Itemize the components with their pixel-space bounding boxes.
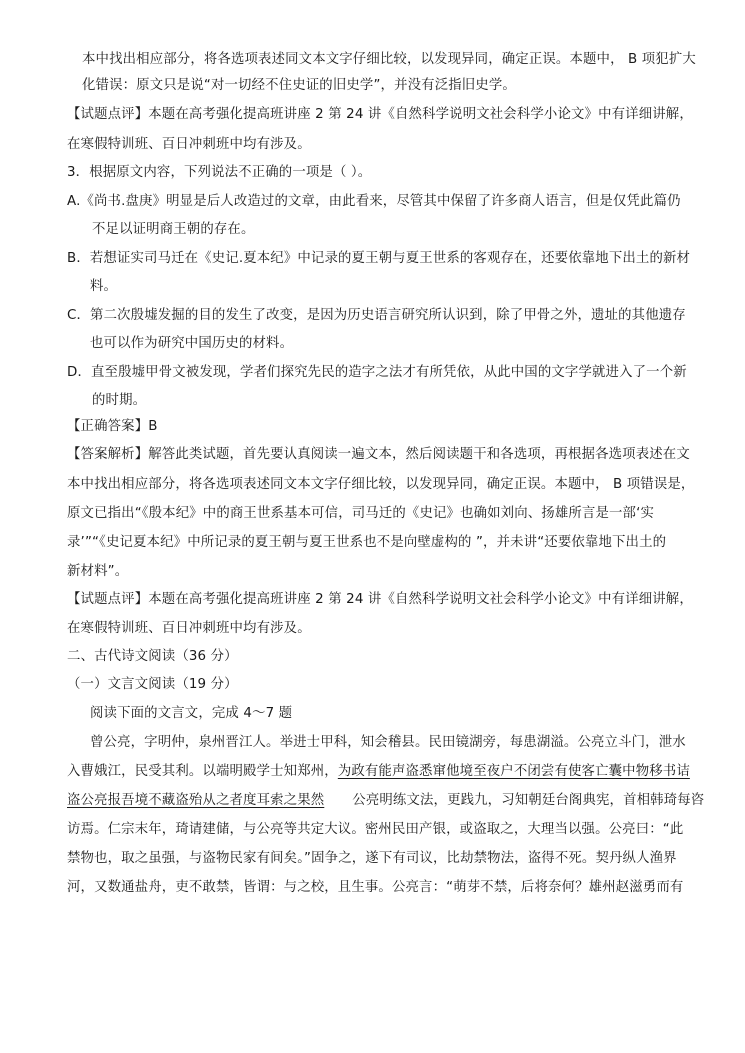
option-b-cont: 料。 — [90, 279, 118, 294]
text-line: 本中找出相应部分，将各选项表述同文本文字仔细比较，以发现异同，确定正误。本题中， B 项犯扩大 — [82, 52, 696, 67]
passage-line — [67, 763, 690, 781]
passage-line: 曾公亮，字明仲，泉州晋江人。举进士甲科，知会稽县。民田镜湖旁，每患湖溢。公亮立斗门，泄水 — [90, 735, 686, 750]
text-line: 在寒假特训班、百日冲刺班中均有涉及。 — [67, 621, 311, 636]
text-line: 化错误：原文只是说“对一切经不住史证的旧史学”，并没有泛指旧史学。 — [82, 78, 516, 93]
underlined-passage: 为政有能声盗悉窜他境至夜户不闭尝有使客亡囊中物移书诘 — [337, 764, 690, 779]
text-line: 新材料”。 — [67, 564, 129, 579]
text-line: 【答案解析】解答此类试题，首先要认真阅读一遍文本，然后阅读题干和各选项，再根据各选项表述在文 — [67, 447, 690, 462]
instruction-line: 阅读下面的文言文，完成 4～7 题 — [90, 706, 293, 721]
text-line: 录’”“《史记夏本纪》中所记录的夏王朝与夏王世系也不是向壁虚构的 ”，并未讲“还要依靠地下出土的 — [67, 535, 667, 550]
text-line: 【试题点评】本题在高考强化提高班讲座 2 第 24 讲《自然科学说明文社会科学小论文》中有详细讲解， — [67, 107, 693, 122]
text-line: 【试题点评】本题在高考强化提高班讲座 2 第 24 讲《自然科学说明文社会科学小论文》中有详细讲解， — [67, 592, 693, 607]
passage-line — [67, 792, 704, 810]
subsection-heading: （一）文言文阅读（19 分） — [67, 677, 238, 692]
text-line: 原文已指出“《殷本纪》中的商王世系基本可信，司马迁的《史记》也确如刘向、扬雄所言是一部‘实 — [67, 506, 655, 521]
text-line: 本中找出相应部分，将各选项表述同文本文字仔细比较，以发现异同，确定正误。本题中， B 项错误是， — [67, 477, 695, 492]
text-line: 在寒假特训班、百日冲刺班中均有涉及。 — [67, 137, 311, 152]
option-b: B．若想证实司马迁在《史记.夏本纪》中记录的夏王朝与夏王世系的客观存在，还要依靠地下出土的新材 — [67, 251, 691, 266]
passage-text: 入曹娥江，民受其利。以端明殿学士知郑州， — [67, 764, 338, 779]
option-d-cont: 的时期。 — [92, 393, 147, 408]
option-c-cont: 也可以作为研究中国历史的材料。 — [90, 336, 294, 351]
underlined-passage: 盗公亮报吾境不藏盗殆从之者度耳索之果然 — [67, 793, 325, 808]
passage-line: 访焉。仁宗末年，琦请建储，与公亮等共定大议。密州民田产银，或盗取之，大理当以强。公亮曰：“此 — [67, 822, 684, 837]
passage-text: 公亮明练文法，更践九，习知朝廷台阁典宪，首相韩琦每咨 — [352, 793, 705, 808]
option-a: A.《尚书.盘庚》明显是后人改造过的文章，由此看来，尽管其中保留了许多商人语言，但是仅凭此篇仍 — [67, 194, 681, 209]
option-a-cont: 不足以证明商王朝的存在。 — [92, 222, 255, 237]
question-stem: 3．根据原文内容，下列说法不正确的一项是（ ）。 — [67, 165, 372, 180]
option-d: D．直至殷墟甲骨文被发现，学者们探究先民的造字之法才有所凭依，从此中国的文字学就进入了一个新 — [67, 365, 687, 380]
option-c: C．第二次殷墟发掘的目的发生了改变，是因为历史语言研究所认识到，除了甲骨之外，遗址的其他遗存 — [67, 308, 686, 323]
correct-answer: 【正确答案】B — [67, 419, 158, 434]
passage-line: 河，又数通盐舟，吏不敢禁，皆谓：与之校，且生事。公亮言：“萌芽不禁，后将奈何？雄州赵滋勇而有 — [67, 880, 684, 895]
section-heading: 二、古代诗文阅读（36 分） — [67, 649, 238, 664]
passage-line: 禁物也，取之虽强，与盗物民家有间矣。”固争之，遂下有司议，比劫禁物法，盗得不死。契丹纵人渔界 — [67, 851, 677, 866]
